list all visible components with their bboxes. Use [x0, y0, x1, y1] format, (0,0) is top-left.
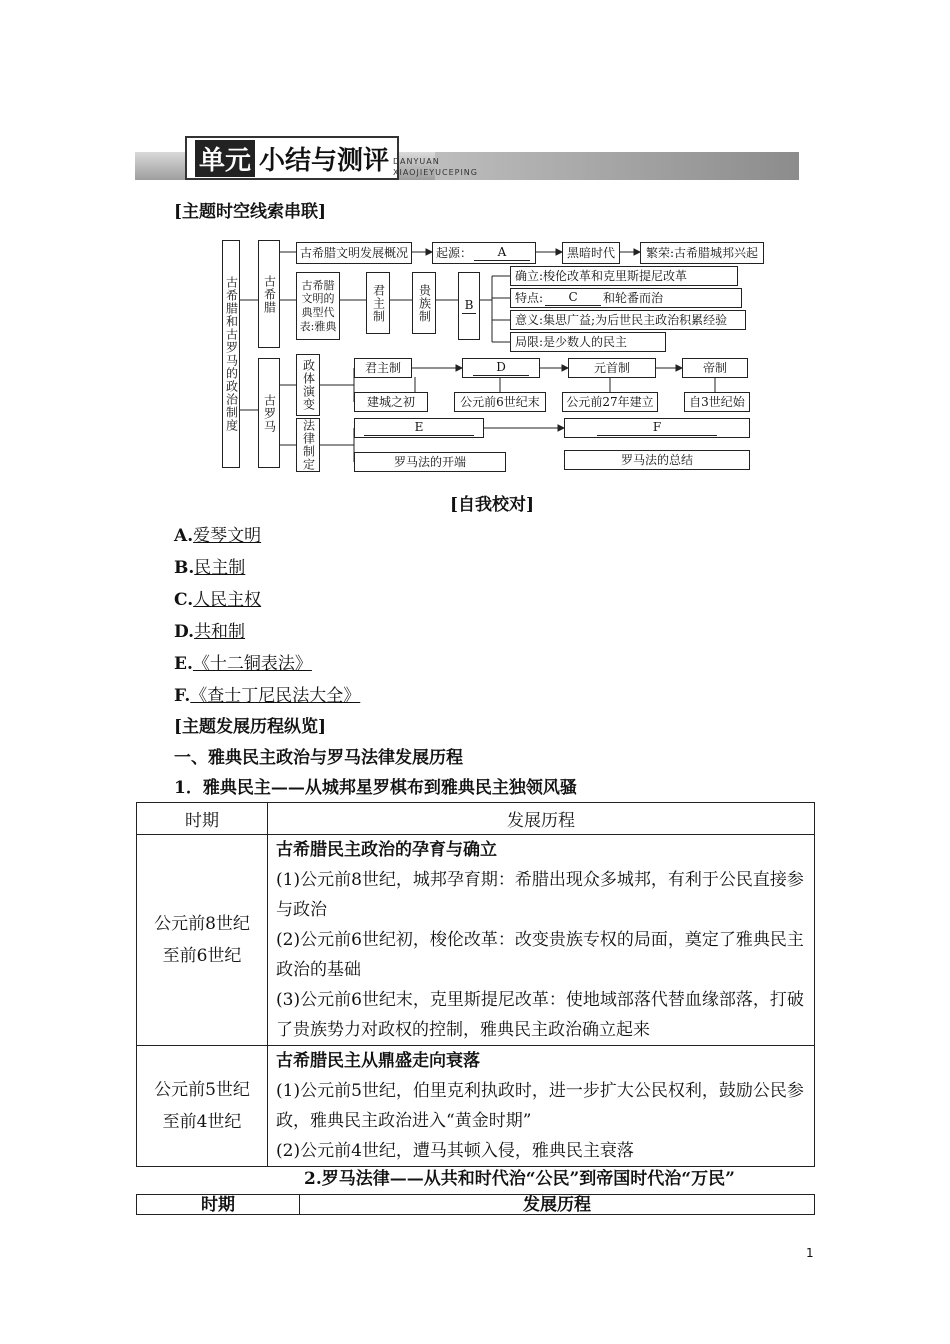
answer-label: A.: [174, 526, 194, 546]
diagram-rome: 古罗马: [258, 358, 280, 468]
diagram-athens: 古希腊文明的典型代表:雅典: [296, 272, 340, 340]
answer-label: B.: [174, 558, 195, 578]
diagram-aristocracy: 贵族制: [412, 272, 436, 334]
diagram-prosperity: 繁荣:古希腊城邦兴起: [640, 242, 764, 264]
self-check-title: [自我校对]: [450, 495, 535, 515]
diagram-limit: 局限:是少数人的民主: [510, 332, 666, 352]
answer-e: [174, 649, 312, 674]
diagram-overview: 古希腊文明发展概况: [296, 242, 412, 264]
feature-post: 和轮番而治: [603, 290, 664, 305]
answer-label: D.: [174, 622, 195, 642]
diagram-greece: 古希腊: [258, 240, 280, 348]
blank-e: E: [364, 420, 474, 436]
banner-pinyin-1: DANYUAN: [393, 157, 440, 166]
banner-title-b: 小结与测评: [259, 145, 390, 176]
diagram-evolution: 政体演变: [296, 354, 320, 416]
diagram-law-start: 罗马法的开端: [354, 452, 506, 472]
table2-header-process: 发展历程: [300, 1195, 815, 1215]
blank-b: B: [462, 298, 476, 314]
diagram-feature: [510, 288, 742, 308]
heading-athens-democracy: 1．雅典民主——从城邦星罗棋布到雅典民主独领风骚: [174, 778, 577, 798]
answer-label: C.: [174, 590, 194, 610]
answer-value: 共和制: [194, 622, 246, 642]
diagram-c6end: 公元前6世纪末: [454, 392, 546, 412]
period-line: 至前6世纪: [162, 946, 242, 966]
blank-a: A: [474, 245, 530, 261]
diagram-b: [458, 272, 480, 340]
table-row: [137, 835, 815, 1046]
rome-table: [136, 1194, 815, 1215]
blank-d: D: [473, 360, 529, 376]
heading-athens-rome: 一、雅典民主政治与罗马法律发展历程: [174, 748, 463, 768]
section-title-timeline: [主题时空线索串联]: [174, 202, 327, 222]
blank-c: C: [545, 290, 601, 306]
banner-pinyin-2: XIAOJIEYUCEPING: [393, 168, 478, 177]
feature-pre: 特点:: [515, 290, 544, 305]
answer-f: [174, 681, 360, 706]
process-item: (2)公元前4世纪，遭马其顿入侵，雅典民主衰落: [276, 1141, 634, 1161]
answer-d: [174, 617, 245, 642]
process-item: (2)公元前6世纪初，梭伦改革：改变贵族专权的局面，奠定了雅典民主政治的基础: [276, 930, 804, 980]
diagram-monarchy-rome: 君主制: [354, 358, 412, 378]
page-number: 1: [806, 1246, 814, 1260]
diagram-bc27: 公元前27年建立: [562, 392, 658, 412]
answer-value: 民主制: [194, 558, 246, 578]
process-cell: [268, 1046, 815, 1167]
process-item: (1)公元前8世纪，城邦孕育期：希腊出现众多城邦，有利于公民直接参与政治: [276, 870, 804, 920]
process-title: 古希腊民主从鼎盛走向衰落: [276, 1051, 480, 1071]
process-cell: [268, 835, 815, 1046]
period-line: 公元前5世纪: [154, 1080, 250, 1100]
athens-table: [136, 802, 815, 1167]
diagram-founding: 建城之初: [354, 392, 428, 412]
answer-value: 《十二铜表法》: [192, 654, 312, 674]
origin-label: 起源：: [435, 245, 472, 260]
table-header-period: 时期: [137, 803, 268, 835]
diagram-meaning: 意义:集思广益;为后世民主政治积累经验: [510, 310, 746, 330]
section-title-development: [主题发展历程纵览]: [174, 717, 327, 737]
answer-label: F.: [174, 686, 191, 706]
diagram-e: [354, 418, 484, 438]
diagram-f: [564, 418, 750, 438]
concept-diagram: [0, 0, 950, 480]
answer-a: [174, 521, 261, 546]
answer-value: 人民主权: [193, 590, 262, 610]
period-line: 至前4世纪: [162, 1112, 242, 1132]
diagram-law-sum: 罗马法的总结: [564, 450, 750, 470]
diagram-principate: 元首制: [568, 358, 656, 378]
diagram-dark-age: 黑暗时代: [562, 242, 620, 264]
diagram-law: 法律制定: [296, 418, 320, 472]
process-item: (1)公元前5世纪，伯里克利执政时，进一步扩大公民权利，鼓励公民参政，雅典民主政治进入“黄金时期”: [276, 1081, 804, 1131]
period-cell: [137, 835, 268, 1046]
answer-value: 《查士丁尼民法大全》: [190, 686, 361, 706]
heading-roman-law: 2.罗马法律——从共和时代治“公民”到帝国时代治“万民”: [304, 1169, 735, 1189]
answer-b: [174, 553, 245, 578]
answer-c: [174, 585, 261, 610]
table-row: [137, 1046, 815, 1167]
diagram-root: 古希腊和古罗马的政治制度: [222, 240, 240, 468]
process-title: 古希腊民主政治的孕育与确立: [276, 840, 497, 860]
period-cell: [137, 1046, 268, 1167]
diagram-monarchy-greece: 君主制: [366, 272, 390, 334]
process-item: (3)公元前6世纪末，克里斯提尼改革：使地域部落代替血缘部落，打破了贵族势力对政权的控制，雅典民主政治确立起来: [276, 990, 804, 1040]
answer-label: E.: [174, 654, 193, 674]
banner-title-a: 单元: [195, 140, 255, 177]
table-header-process: 发展历程: [268, 803, 815, 835]
diagram-empire: 帝制: [682, 358, 748, 378]
diagram-c3: 自3世纪始: [684, 392, 750, 412]
diagram-d: [462, 358, 540, 378]
diagram-establish: 确立:梭伦改革和克里斯提尼改革: [510, 266, 738, 286]
period-line: 公元前8世纪: [154, 914, 250, 934]
diagram-origin: [432, 242, 536, 264]
answer-value: 爱琴文明: [193, 526, 262, 546]
blank-f: F: [597, 420, 717, 436]
table2-header-period: 时期: [137, 1195, 300, 1215]
